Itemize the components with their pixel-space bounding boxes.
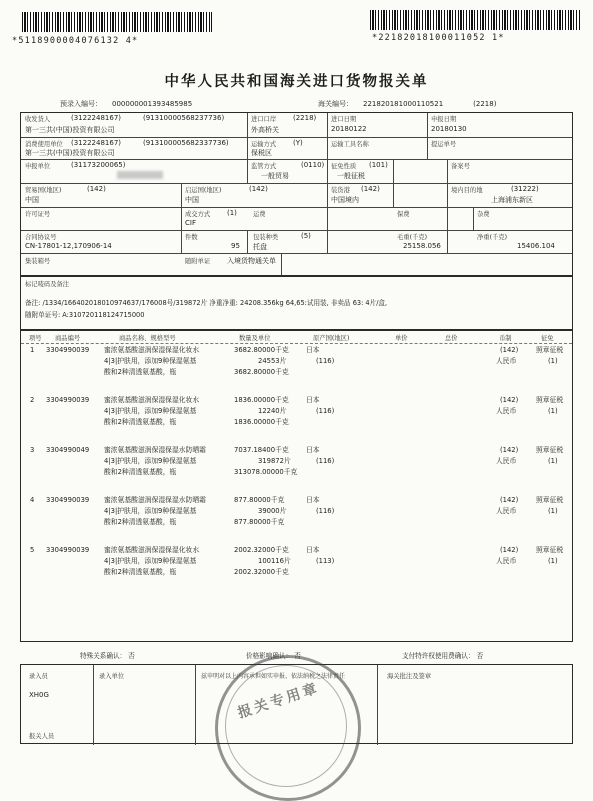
item-currency: 人民币 [496, 357, 517, 365]
domestic-dest-code: (31222) [511, 185, 539, 193]
col-price: 单价 [395, 335, 408, 342]
trade-country-label: 贸易国(地区) [25, 187, 62, 194]
import-date-value: 20180122 [331, 125, 367, 133]
entry-unit-label: 录入单位 [99, 673, 125, 680]
pre-entry-label: 预录入编号： [60, 100, 102, 108]
deal-mode-label: 成交方式 [185, 211, 211, 218]
item-origin-code: (116) [316, 507, 335, 515]
item-code: 3304990049 [46, 446, 90, 454]
item-exempt1: 照章征税 [536, 546, 564, 554]
item-no: 5 [30, 546, 35, 554]
entry-clerk-label: 录入员 [29, 673, 48, 680]
loading-port-label: 装货港 [331, 187, 350, 194]
deal-mode-value: CIF [185, 219, 196, 227]
tax-nature-value: 一般征税 [337, 172, 365, 180]
item-name-line3: 酸和2种清透氨基酸，瓶 [104, 518, 177, 526]
goods-table [20, 330, 573, 642]
item-name-line2: 4|3|护肤用，添加9种保湿氨基 [104, 407, 197, 415]
customs-no-value: 221820181000110521 [363, 100, 444, 108]
gross-label: 毛重(千克) [397, 234, 428, 241]
col-origin: 原产国(地区) [313, 335, 350, 342]
pieces-label: 件数 [185, 234, 198, 241]
declarant-statement: 兹申明对以上内容承担如实申报、依法纳税之法律责任 [201, 673, 346, 680]
consignee-label: 收发货人 [25, 116, 51, 123]
contract-value: CN-17801-12,170906-14 [25, 242, 112, 250]
item-origin: 日本 [306, 346, 320, 354]
pre-entry-value: 000000001393485985 [112, 100, 193, 108]
origin-country-label: 启运国(地区) [185, 187, 222, 194]
item-origin: 日本 [306, 546, 320, 554]
item-qty1: 7037.18400千克 [234, 446, 289, 454]
item-name-line3: 酸和2种清透氨基酸，瓶 [104, 418, 177, 426]
col-total: 总价 [445, 335, 458, 342]
supervision-code: (0110) [301, 161, 325, 169]
item-qty3: 1836.00000千克 [234, 418, 289, 426]
transport-value: 保税区 [251, 149, 272, 157]
marks-section [20, 276, 573, 330]
item-exempt2: (1) [548, 507, 558, 515]
item-no: 1 [30, 346, 35, 354]
consumer-name: 第一三共(中国)投资有限公司 [25, 149, 115, 157]
item-currency: 人民币 [496, 507, 517, 515]
pre-entry-number [60, 99, 192, 109]
item-origin: 日本 [306, 396, 320, 404]
left-barcode [22, 12, 212, 32]
item-name-line3: 酸和2种清透氨基酸，瓶 [104, 368, 177, 376]
item-qty2: 100116片 [258, 557, 291, 565]
trade-country-value: 中国 [25, 196, 39, 204]
item-name-line3: 酸和2种清透氨基酸，瓶 [104, 568, 177, 576]
license-label: 许可证号 [25, 211, 51, 218]
item-qty2: 24553片 [258, 357, 287, 365]
clerk-code: XH0G [29, 691, 49, 699]
item-currency-code: (142) [500, 446, 519, 454]
declaration-header-table [20, 112, 573, 276]
net-value: 15406.104 [517, 242, 555, 250]
tax-nature-code: (101) [369, 161, 388, 169]
remarks-label: 海关批注及签章 [387, 673, 432, 680]
loading-port-code: (142) [361, 185, 380, 193]
consumer-code1: (3122248167) [71, 139, 121, 147]
domestic-dest-label: 境内目的地 [451, 187, 483, 194]
item-code: 3304990039 [46, 346, 90, 354]
declarant-label: 申报单位 [25, 163, 51, 170]
item-qty3: 2002.32000千克 [234, 568, 289, 576]
item-exempt2: (1) [548, 357, 558, 365]
item-currency-code: (142) [500, 496, 519, 504]
item-qty2: 12240片 [258, 407, 287, 415]
package-code: (5) [301, 232, 311, 240]
item-exempt1: 照章征税 [536, 346, 564, 354]
declare-date-label: 申报日期 [431, 116, 457, 123]
gross-value: 25158.056 [403, 242, 441, 250]
item-origin-code: (116) [316, 357, 335, 365]
item-origin: 日本 [306, 446, 320, 454]
item-no: 3 [30, 446, 35, 454]
package-value: 托盘 [253, 243, 267, 251]
declare-date-value: 20180130 [431, 125, 467, 133]
deal-mode-code: (1) [227, 209, 237, 217]
marks-line2: 随附单证号: A:310720118124715000 [25, 311, 145, 319]
consignee-code1: (3122248167) [71, 114, 121, 122]
item-qty3: 3682.80000千克 [234, 368, 289, 376]
item-origin: 日本 [306, 496, 320, 504]
left-barcode-number: *5118900004076132 4* [12, 36, 139, 46]
item-qty1: 877.80000千克 [234, 496, 285, 504]
item-exempt2: (1) [548, 557, 558, 565]
right-barcode [370, 10, 580, 30]
item-qty2: 39000片 [258, 507, 287, 515]
item-qty1: 1836.00000千克 [234, 396, 289, 404]
item-currency-code: (142) [500, 546, 519, 554]
package-label: 包装种类 [253, 234, 279, 241]
import-date-label: 进口日期 [331, 116, 357, 123]
redacted-block [117, 171, 163, 179]
stamp-text: 报关专用章 [235, 680, 322, 722]
item-name-line2: 4|3|护肤用，添加9种保湿氨基 [104, 457, 197, 465]
transport-label: 运输方式 [251, 141, 277, 148]
right-barcode-number: *22182018100011052 1* [372, 33, 505, 43]
customs-no-label: 海关编号： [318, 100, 353, 108]
marks-label: 标记唛码及备注 [25, 281, 70, 288]
col-qty: 数量及单位 [239, 335, 271, 342]
item-currency-code: (142) [500, 346, 519, 354]
item-exempt2: (1) [548, 407, 558, 415]
misc-label: 杂费 [477, 211, 490, 218]
consignee-name: 第一三共(中国)投资有限公司 [25, 126, 115, 134]
transport-code: (Y) [293, 139, 303, 147]
item-name-line2: 4|3|护肤用，添加9种保湿氨基 [104, 507, 197, 515]
item-qty2: 319872片 [258, 457, 291, 465]
item-name-line1: 蜜浓氨基酸滋润保湿保湿水防晒霜 [104, 446, 206, 454]
item-code: 3304990039 [46, 546, 90, 554]
item-currency: 人民币 [496, 407, 517, 415]
item-name-line2: 4|3|护肤用，添加9种保湿氨基 [104, 557, 197, 565]
price-impact: 价格影响确认： 否 [246, 652, 301, 660]
domestic-dest-value: 上海浦东新区 [491, 196, 533, 204]
record-label: 备案号 [451, 163, 470, 170]
customs-number [318, 99, 496, 109]
tax-nature-label: 征免性质 [331, 163, 357, 170]
item-code: 3304990039 [46, 496, 90, 504]
item-exempt1: 照章征税 [536, 496, 564, 504]
entry-port-label: 进口口岸 [251, 116, 277, 123]
item-currency: 人民币 [496, 457, 517, 465]
item-name-line3: 酸和2种清透氨基酸，瓶 [104, 468, 177, 476]
col-currency: 币制 [499, 335, 512, 342]
entry-port-value: 外高桥关 [251, 126, 279, 134]
bill-label: 提运单号 [431, 141, 457, 148]
loading-port-value: 中国境内 [331, 196, 359, 204]
insurance-label: 保费 [397, 211, 410, 218]
item-exempt1: 照章征税 [536, 446, 564, 454]
customs-port-code: (2218) [473, 100, 497, 108]
entry-port-code: (2218) [293, 114, 317, 122]
col-name: 商品名称、规格型号 [119, 335, 176, 342]
net-label: 净重(千克) [477, 234, 508, 241]
item-no: 2 [30, 396, 35, 404]
item-qty3: 313078.00000千克 [234, 468, 298, 476]
consignee-code2: (91310000568237736) [143, 114, 225, 122]
declarant-code: (31173200065) [71, 161, 126, 169]
item-name-line1: 蜜浓氨基酸滋润保湿保湿水防晒霜 [104, 496, 206, 504]
item-name-line2: 4|3|护肤用，添加9种保湿氨基 [104, 357, 197, 365]
declarer-label: 报关人员 [29, 733, 55, 740]
page-title: 中华人民共和国海关进口货物报关单 [164, 74, 429, 90]
marks-line1: 备注: /1334/166402018010974637/176008号/319872片 净重净重: 24208.356kg 64,65:试用装, 非卖品 63: 4片/盒, [25, 299, 388, 307]
item-name-line1: 蜜浓氨基酸滋润保湿保湿化妆水 [104, 396, 200, 404]
vehicle-label: 运输工具名称 [331, 141, 369, 148]
trade-country-code: (142) [87, 185, 106, 193]
item-exempt2: (1) [548, 457, 558, 465]
contract-label: 合同协议号 [25, 234, 57, 241]
item-currency-code: (142) [500, 396, 519, 404]
docs-label: 随附单证 [185, 258, 211, 265]
item-name-line1: 蜜浓氨基酸滋润保湿保湿化妆水 [104, 346, 200, 354]
container-label: 集装箱号 [25, 258, 51, 265]
royalty-confirm: 支付特许权使用费确认： 否 [402, 652, 484, 660]
item-origin-code: (113) [316, 557, 335, 565]
special-relation: 特殊关系确认： 否 [80, 652, 135, 660]
col-code: 商品编号 [55, 335, 81, 342]
origin-country-code: (142) [249, 185, 268, 193]
col-no: 项号 [29, 335, 42, 342]
item-code: 3304990039 [46, 396, 90, 404]
customs-stamp-inner [225, 665, 347, 787]
item-origin-code: (116) [316, 457, 335, 465]
item-no: 4 [30, 496, 35, 504]
col-exempt: 征免 [541, 335, 554, 342]
origin-country-value: 中国 [185, 196, 199, 204]
item-name-line1: 蜜浓氨基酸滋润保湿保湿化妆水 [104, 546, 200, 554]
supervision-label: 监管方式 [251, 163, 277, 170]
consumer-label: 消费使用单位 [25, 141, 63, 148]
pieces-value: 95 [231, 242, 240, 250]
freight-label: 运费 [253, 211, 266, 218]
item-origin-code: (116) [316, 407, 335, 415]
item-currency: 人民币 [496, 557, 517, 565]
consumer-code2: (913100005682337736) [143, 139, 229, 147]
item-exempt1: 照章征税 [536, 396, 564, 404]
item-qty3: 877.80000千克 [234, 518, 285, 526]
item-qty1: 3682.80000千克 [234, 346, 289, 354]
item-qty1: 2002.32000千克 [234, 546, 289, 554]
docs-value: 入境货物通关单 [227, 257, 276, 265]
supervision-value: 一般贸易 [261, 172, 289, 180]
